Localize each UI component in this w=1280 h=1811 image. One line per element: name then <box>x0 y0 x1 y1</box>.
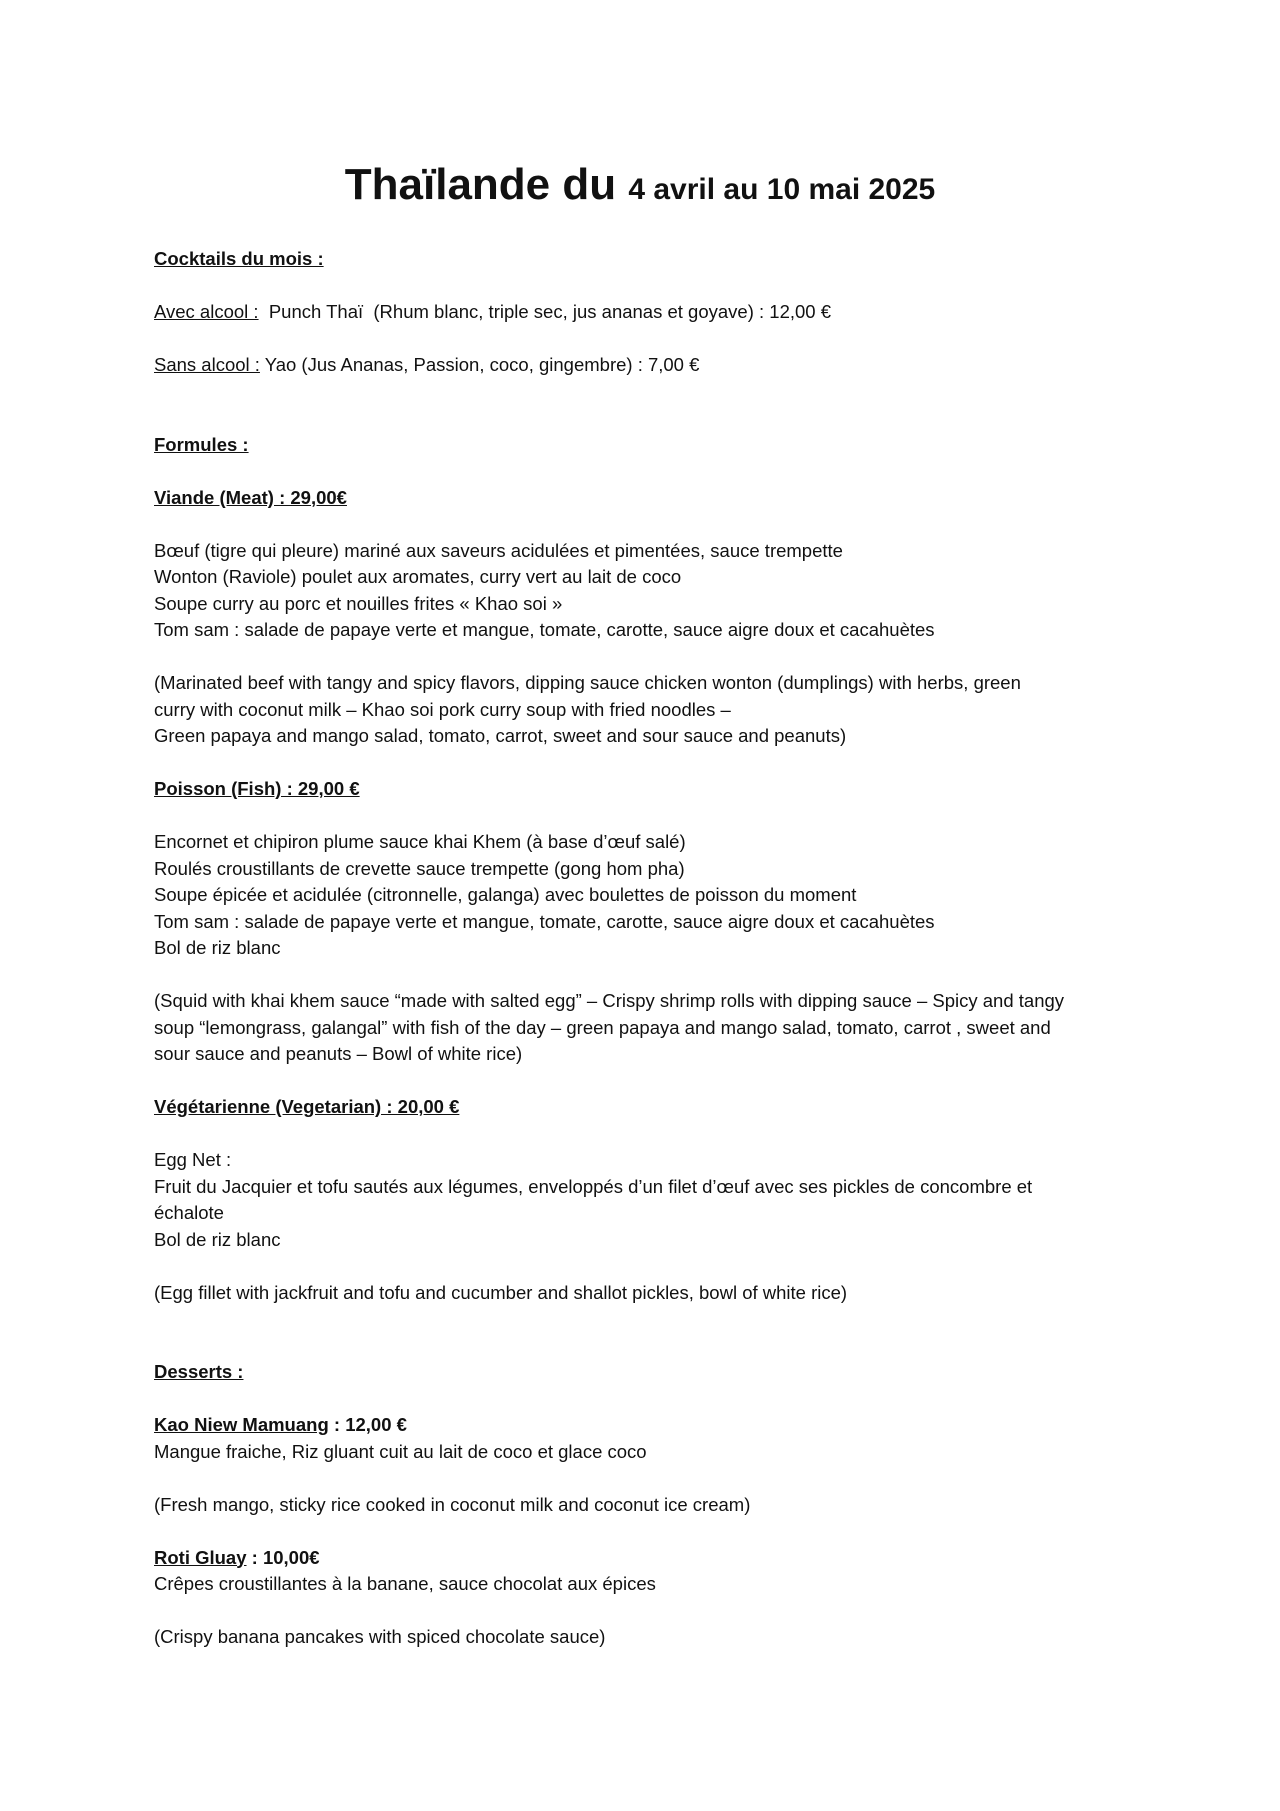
fish-line: Roulés croustillants de crevette sauce trempette (gong hom pha) <box>154 857 685 879</box>
dessert-roti-title <box>154 1545 1134 1572</box>
dessert-roti-name: Roti Gluay <box>154 1546 247 1568</box>
desserts-heading: Desserts : <box>154 1361 244 1382</box>
meat-english: Green papaya and mango salad, tomato, carrot, sweet and sour sauce and peanuts) <box>154 725 847 746</box>
meat-line: Soupe curry au porc et nouilles frites « Khao soi » <box>154 592 563 614</box>
dessert-kao-name: Kao Niew Mamuang <box>154 1414 329 1435</box>
without-alcohol-label: Sans alcool : <box>154 354 260 375</box>
title-main: Thaïlande du <box>344 160 629 209</box>
page-title <box>0 160 1280 210</box>
dessert-roti-description: Crêpes croustillantes à la banane, sauce chocolat aux épices <box>154 1573 656 1594</box>
cocktail-without-alcohol <box>154 352 1134 379</box>
vegetarian-english: (Egg fillet with jackfruit and tofu and cucumber and shallot pickles, bowl of white rice) <box>154 1281 848 1303</box>
dessert-roti-price: : 10,00€ <box>246 1546 320 1568</box>
fish-line: Bol de riz blanc <box>154 937 281 958</box>
dessert-kao-description: Mangue fraiche, Riz gluant cuit au lait de coco et glace coco <box>154 1440 647 1462</box>
dessert-kao-price: : 12,00 € <box>328 1414 407 1435</box>
vegetarian-line: Fruit du Jacquier et tofu sautés aux légumes, enveloppés d’un filet d’œuf avec ses pickles de concombre et <box>154 1175 1033 1197</box>
fish-heading: Poisson (Fish) : 29,00 € <box>154 778 360 799</box>
with-alcohol-label: Avec alcool : <box>154 301 259 322</box>
fish-line: Tom sam : salade de papaye verte et mangue, tomate, carotte, sauce aigre doux et cacahuètes <box>154 910 935 932</box>
without-alcohol-text: Yao (Jus Ananas, Passion, coco, gingembre) : 7,00 € <box>259 354 700 375</box>
with-alcohol-text: Punch Thaï (Rhum blanc, triple sec, jus ananas et goyave) : 12,00 € <box>258 301 832 322</box>
meat-line: Wonton (Raviole) poulet aux aromates, curry vert au lait de coco <box>154 566 682 587</box>
meat-line: Bœuf (tigre qui pleure) mariné aux saveurs acidulées et pimentées, sauce trempette <box>154 539 843 561</box>
fish-english: soup “lemongrass, galangal” with fish of the day – green papaya and mango salad, tomato, carrot , sweet and <box>154 1016 1051 1038</box>
fish-line: Encornet et chipiron plume sauce khai Khem (à base d’œuf salé) <box>154 831 686 852</box>
meat-line: Tom sam : salade de papaye verte et mangue, tomate, carotte, sauce aigre doux et cacahuètes <box>154 619 935 640</box>
dessert-kao-title <box>154 1412 1134 1439</box>
fish-english: (Squid with khai khem sauce “made with salted egg” – Crispy shrimp rolls with dipping sauce – Spicy and tangy <box>154 990 1065 1011</box>
menu-content <box>154 246 1134 1651</box>
meat-heading: Viande (Meat) : 29,00€ <box>154 486 347 508</box>
cocktails-heading: Cocktails du mois : <box>154 248 324 269</box>
fish-english: sour sauce and peanuts – Bowl of white rice) <box>154 1043 523 1064</box>
meat-english: curry with coconut milk – Khao soi pork curry soup with fried noodles – <box>154 698 731 720</box>
vegetarian-line: Bol de riz blanc <box>154 1228 281 1250</box>
meat-english: (Marinated beef with tangy and spicy flavors, dipping sauce chicken wonton (dumplings) with herbs, green <box>154 672 1021 693</box>
dessert-roti-english: (Crispy banana pancakes with spiced chocolate sauce) <box>154 1626 606 1647</box>
vegetarian-line: Egg Net : <box>154 1149 232 1170</box>
formulas-heading: Formules : <box>154 433 249 455</box>
vegetarian-line: échalote <box>154 1202 224 1223</box>
fish-line: Soupe épicée et acidulée (citronnelle, galanga) avec boulettes de poisson du moment <box>154 884 857 905</box>
title-dates: 4 avril au 10 mai 2025 <box>628 173 936 206</box>
dessert-kao-english: (Fresh mango, sticky rice cooked in coconut milk and coconut ice cream) <box>154 1493 751 1515</box>
vegetarian-heading: Végétarienne (Vegetarian) : 20,00 € <box>154 1096 460 1117</box>
cocktail-with-alcohol <box>154 299 1134 326</box>
